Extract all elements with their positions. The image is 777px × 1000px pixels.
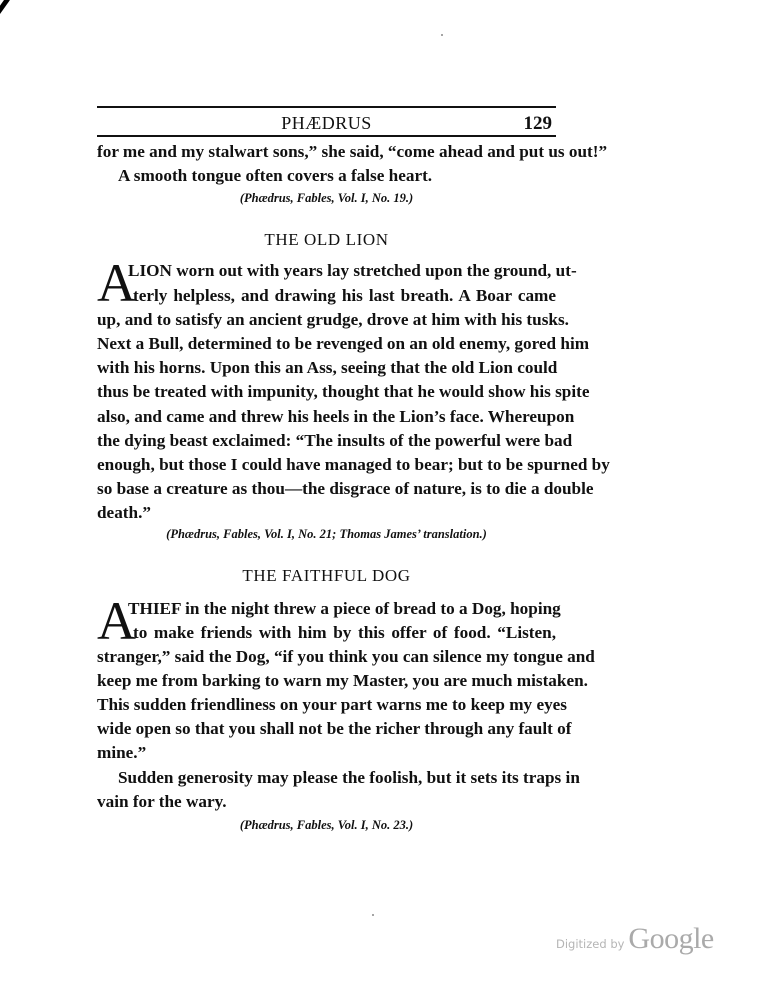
moral-text: A smooth tongue often covers a false heart.: [118, 166, 433, 185]
text-line: enough, but those I could have managed to bear; but to be spurned by: [97, 455, 610, 474]
text-line: LION worn out with years lay stretched upon the ground, ut-: [128, 261, 577, 280]
moral-text: vain for the wary.: [97, 792, 227, 811]
text-line: This sudden friendliness on your part warns me to keep my eyes: [97, 695, 567, 714]
text-line: to make friends with him by this offer of food. “Listen,: [133, 623, 556, 642]
moral-text: Sudden generosity may please the foolish, but it sets its traps in: [118, 768, 580, 787]
citation: (Phædrus, Fables, Vol. I, No. 19.): [239, 191, 414, 205]
digitized-watermark: [556, 922, 714, 956]
text-line: with his horns. Upon this an Ass, seeing that the old Lion could: [97, 358, 558, 377]
running-header: [97, 113, 556, 135]
text-line: also, and came and threw his heels in the Lion’s face. Whereupon: [97, 407, 575, 426]
scan-speck: [372, 914, 374, 916]
text-line: mine.”: [97, 743, 147, 762]
fable-title: THE FAITHFUL DOG: [242, 566, 411, 585]
text-line: so base a creature as thou—the disgrace of nature, is to die a double: [97, 479, 594, 498]
google-logo: Google: [628, 922, 714, 955]
text-line: terly helpless, and drawing his last breath. A Boar came: [133, 286, 556, 305]
text-line: the dying beast exclaimed: “The insults of the powerful were bad: [97, 431, 573, 450]
text-line: wide open so that you shall not be the richer through any fault of: [97, 719, 572, 738]
header-rule-bottom: [97, 135, 556, 137]
text-line: up, and to satisfy an ancient grudge, drove at him with his tusks.: [97, 310, 569, 329]
scan-speck: [441, 34, 443, 36]
fable-title: THE OLD LION: [264, 230, 389, 249]
text-line: for me and my stalwart sons,” she said, “come ahead and put us out!”: [97, 142, 608, 161]
drop-cap: A: [97, 253, 136, 313]
text-line: stranger,” said the Dog, “if you think you can silence my tongue and: [97, 647, 595, 666]
text-line: THIEF in the night threw a piece of bread to a Dog, hoping: [128, 599, 561, 618]
header-rule-top: [97, 106, 556, 108]
text-line: death.”: [97, 503, 151, 522]
text-line: keep me from barking to warn my Master, you are much mistaken.: [97, 671, 588, 690]
running-title: PHÆDRUS: [281, 113, 372, 133]
text-line: thus be treated with impunity, thought that he would show his spite: [97, 382, 590, 401]
page-number: 129: [523, 113, 552, 134]
citation: (Phædrus, Fables, Vol. I, No. 21; Thomas James’ translation.): [166, 527, 487, 541]
watermark-prefix: Digitized by: [556, 937, 625, 951]
citation: (Phædrus, Fables, Vol. I, No. 23.): [239, 818, 414, 832]
text-line: Next a Bull, determined to be revenged on an old enemy, gored him: [97, 334, 590, 353]
scan-artifact-mark: [0, 0, 10, 16]
drop-cap: A: [97, 591, 136, 651]
